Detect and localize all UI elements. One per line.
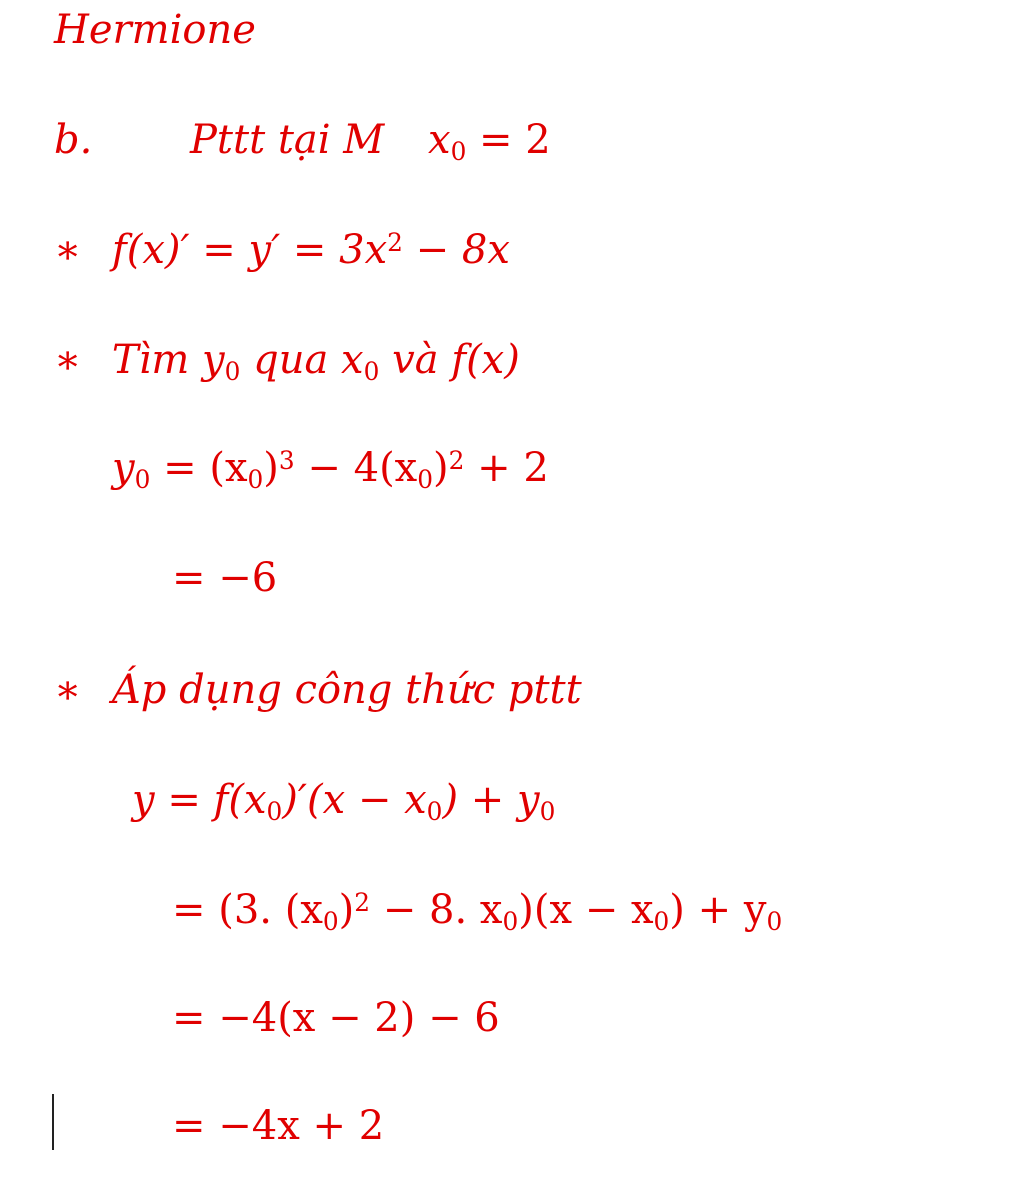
apply-formula-line: ∗ Áp dụng công thức pttt <box>54 667 582 713</box>
bullet-icon: ∗ <box>54 667 82 713</box>
part-label: b. <box>54 117 93 163</box>
derivative-line: ∗ $f(x)' = y' = 3x^2 - 8x$ <box>54 227 510 273</box>
tangent-step-3: = −4x + 2 <box>172 1103 385 1149</box>
text-cursor <box>52 1094 54 1150</box>
bullet-icon: ∗ <box>54 227 82 273</box>
author-name: Hermione <box>54 7 256 53</box>
bullet-icon: ∗ <box>54 337 82 383</box>
y0-result: = −6 <box>172 555 278 601</box>
tangent-step-1: = (3. $(x_0)^2 - 8$. $x_0)(x - x_0) + y_0$ <box>172 887 783 936</box>
tangent-formula: $y = f(x_0)'(x - x_0) + y_0$ <box>132 777 556 826</box>
y0-expression: $y_0 = (x_0)^3 - 4(x_0)^2 + 2$ <box>112 445 549 494</box>
tangent-step-2: = −4(x − 2) − 6 <box>172 995 500 1041</box>
x0-equation: $x_0 = 2$ <box>428 117 551 166</box>
find-y0-line: ∗ Tìm $y_0$ qua $x_0$ và f(x) <box>54 337 520 386</box>
part-title: Pttt tại M <box>190 117 385 163</box>
